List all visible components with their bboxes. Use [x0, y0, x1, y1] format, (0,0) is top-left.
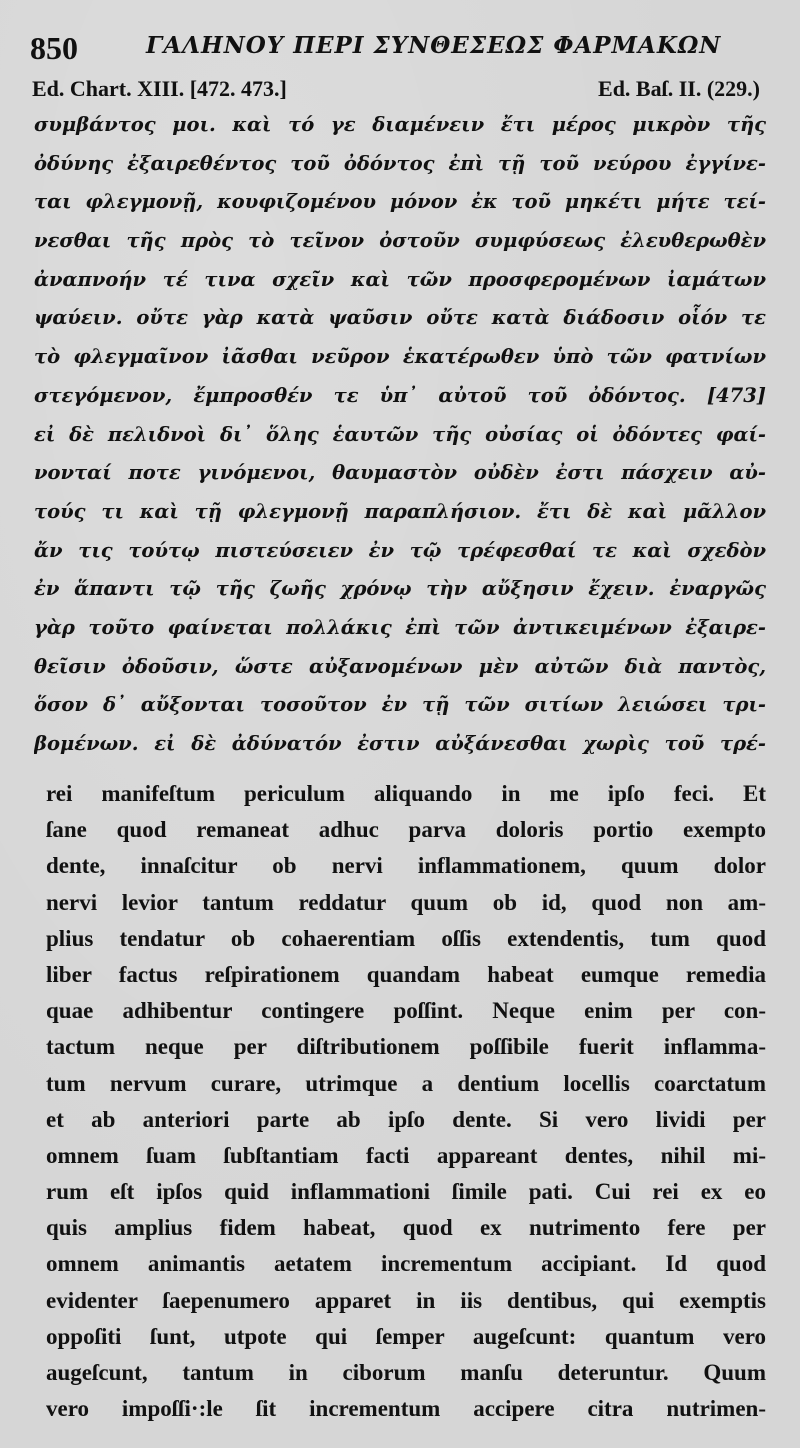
greek-text-line: νονταί ποτε γινόμενοι, θαυμαστὸν οὐδὲν ἐστι πάσχειν αὐ-: [34, 461, 766, 485]
greek-text-line: στεγόμενον, ἔμπροσθέν τε ὑπ᾽ αὐτοῦ τοῦ ὀδόντος. [473]: [34, 383, 766, 407]
latin-text-block: [46, 776, 766, 1427]
latin-text-line: rum eſt ipſos quid inflammationi ſimile pati. Cui rei ex eo: [46, 1179, 766, 1205]
edition-chartier-ref: Ed. Chart. XIII. [472. 473.]: [32, 76, 287, 101]
latin-text-line: omnem animantis aetatem incrementum accipiant. Id quod: [46, 1251, 766, 1277]
greek-text-line: γὰρ τοῦτο φαίνεται πολλάκις ἐπὶ τῶν ἀντικειμένων ἐξαιρε-: [34, 615, 766, 639]
greek-text-line: ὀδύνης ἐξαιρεθέντος τοῦ ὀδόντος ἐπὶ τῇ τοῦ νεύρου ἐγγίνε-: [34, 151, 766, 175]
greek-text-line: ἀναπνοήν τέ τινα σχεῖν καὶ τῶν προσφερομένων ἰαμάτων: [34, 267, 766, 291]
greek-text-block: [34, 106, 766, 764]
latin-text-line: tum nervum curare, utrimque a dentium locellis coarctatum: [46, 1070, 766, 1096]
greek-text-line: νεσθαι τῆς πρὸς τὸ τεῖνον ὀστοῦν συμφύσεως ἐλευθερωθὲν: [34, 229, 766, 253]
latin-text-line: evidenter ſaepenumero apparet in iis dentibus, qui exemptis: [46, 1287, 766, 1313]
latin-text-line: rei manifeſtum periculum aliquando in me ipſo feci. Et: [46, 781, 766, 806]
latin-text-line: nervi levior tantum reddatur quum ob id, quod non am-: [46, 889, 766, 915]
latin-text-line: tactum neque per diſtributionem poſſibile fuerit inflamma-: [46, 1034, 766, 1060]
greek-text-line: τούς τι καὶ τῇ φλεγμονῇ παραπλήσιον. ἔτι δὲ καὶ μᾶλλον: [34, 499, 766, 523]
greek-text-line: ὅσον δ᾽ αὔξονται τοσοῦτον ἐν τῇ τῶν σιτίων λειώσει τρι-: [34, 693, 766, 717]
running-title: ΓΑΛΗΝΟΥ ΠΕΡΙ ΣΥΝΘΕΣΕΩΣ ΦΑΡΜΑΚΩΝ: [146, 32, 722, 59]
latin-text-line: augeſcunt, tantum in ciborum manſu deteruntur. Quum: [46, 1360, 766, 1385]
edition-reference-line: [32, 76, 760, 104]
running-head: [30, 28, 760, 68]
latin-text-line: omnem ſuam ſubſtantiam facti appareant dentes, nihil mi-: [46, 1142, 766, 1168]
greek-text-line: συμβάντος μοι. καὶ τό γε διαμένειν ἔτι μέρος μικρὸν τῆς: [34, 113, 766, 136]
greek-text-line: εἰ δὲ πελιδνοὶ δι᾽ ὅλης ἑαυτῶν τῆς οὐσίας οἱ ὀδόντες φαί-: [34, 422, 766, 446]
latin-text-line: quae adhibentur contingere poſſint. Neque enim per con-: [46, 998, 766, 1024]
latin-text-line: ſane quod remaneat adhuc parva doloris portio exempto: [46, 817, 766, 843]
greek-text-line: τὸ φλεγμαῖνον ἰᾶσθαι νεῦρον ἑκατέρωθεν ὑπὸ τῶν φατνίων: [34, 345, 766, 369]
greek-text-line: ἄν τις τούτῳ πιστεύσειεν ἐν τῷ τρέφεσθαί τε καὶ σχεδὸν: [34, 538, 766, 562]
latin-text-line: vero impoſſi·:le ſit incrementum accipere citra nutrimen-: [46, 1396, 766, 1422]
greek-text-line: θεῖσιν ὀδοῦσιν, ὥστε αὐξανομένων μὲν αὐτῶν διὰ παντὸς,: [34, 654, 766, 678]
latin-text-line: oppoſiti ſunt, utpote qui ſemper augeſcunt: quantum vero: [46, 1323, 766, 1349]
latin-text-line: et ab anteriori parte ab ipſo dente. Si vero lividi per: [46, 1106, 766, 1132]
greek-text-line: βομένων. εἰ δὲ ἀδύνατόν ἐστιν αὐξάνεσθαι χωρὶς τοῦ τρέ-: [34, 732, 766, 755]
latin-text-line: dente, innaſcitur ob nervi inflammationem, quum dolor: [46, 853, 766, 879]
latin-text-line: plius tendatur ob cohaerentiam oſſis extendentis, tum quod: [46, 925, 766, 951]
latin-text-line: quis amplius fidem habeat, quod ex nutrimento fere per: [46, 1215, 766, 1241]
latin-text-line: liber factus reſpirationem quandam habeat eumque remedia: [46, 961, 766, 987]
page-number: 850: [30, 30, 78, 66]
edition-basel-ref: Ed. Baſ. II. (229.): [598, 76, 760, 101]
greek-text-line: ται φλεγμονῇ, κουφιζομένου μόνον ἐκ τοῦ μηκέτι μήτε τεί-: [34, 190, 766, 214]
greek-text-line: ψαύειν. οὔτε γὰρ κατὰ ψαῦσιν οὔτε κατὰ διάδοσιν οἷόν τε: [34, 306, 766, 330]
greek-text-line: ἐν ἅπαντι τῷ τῆς ζωῆς χρόνῳ τὴν αὔξησιν ἔχειν. ἐναργῶς: [34, 577, 766, 601]
